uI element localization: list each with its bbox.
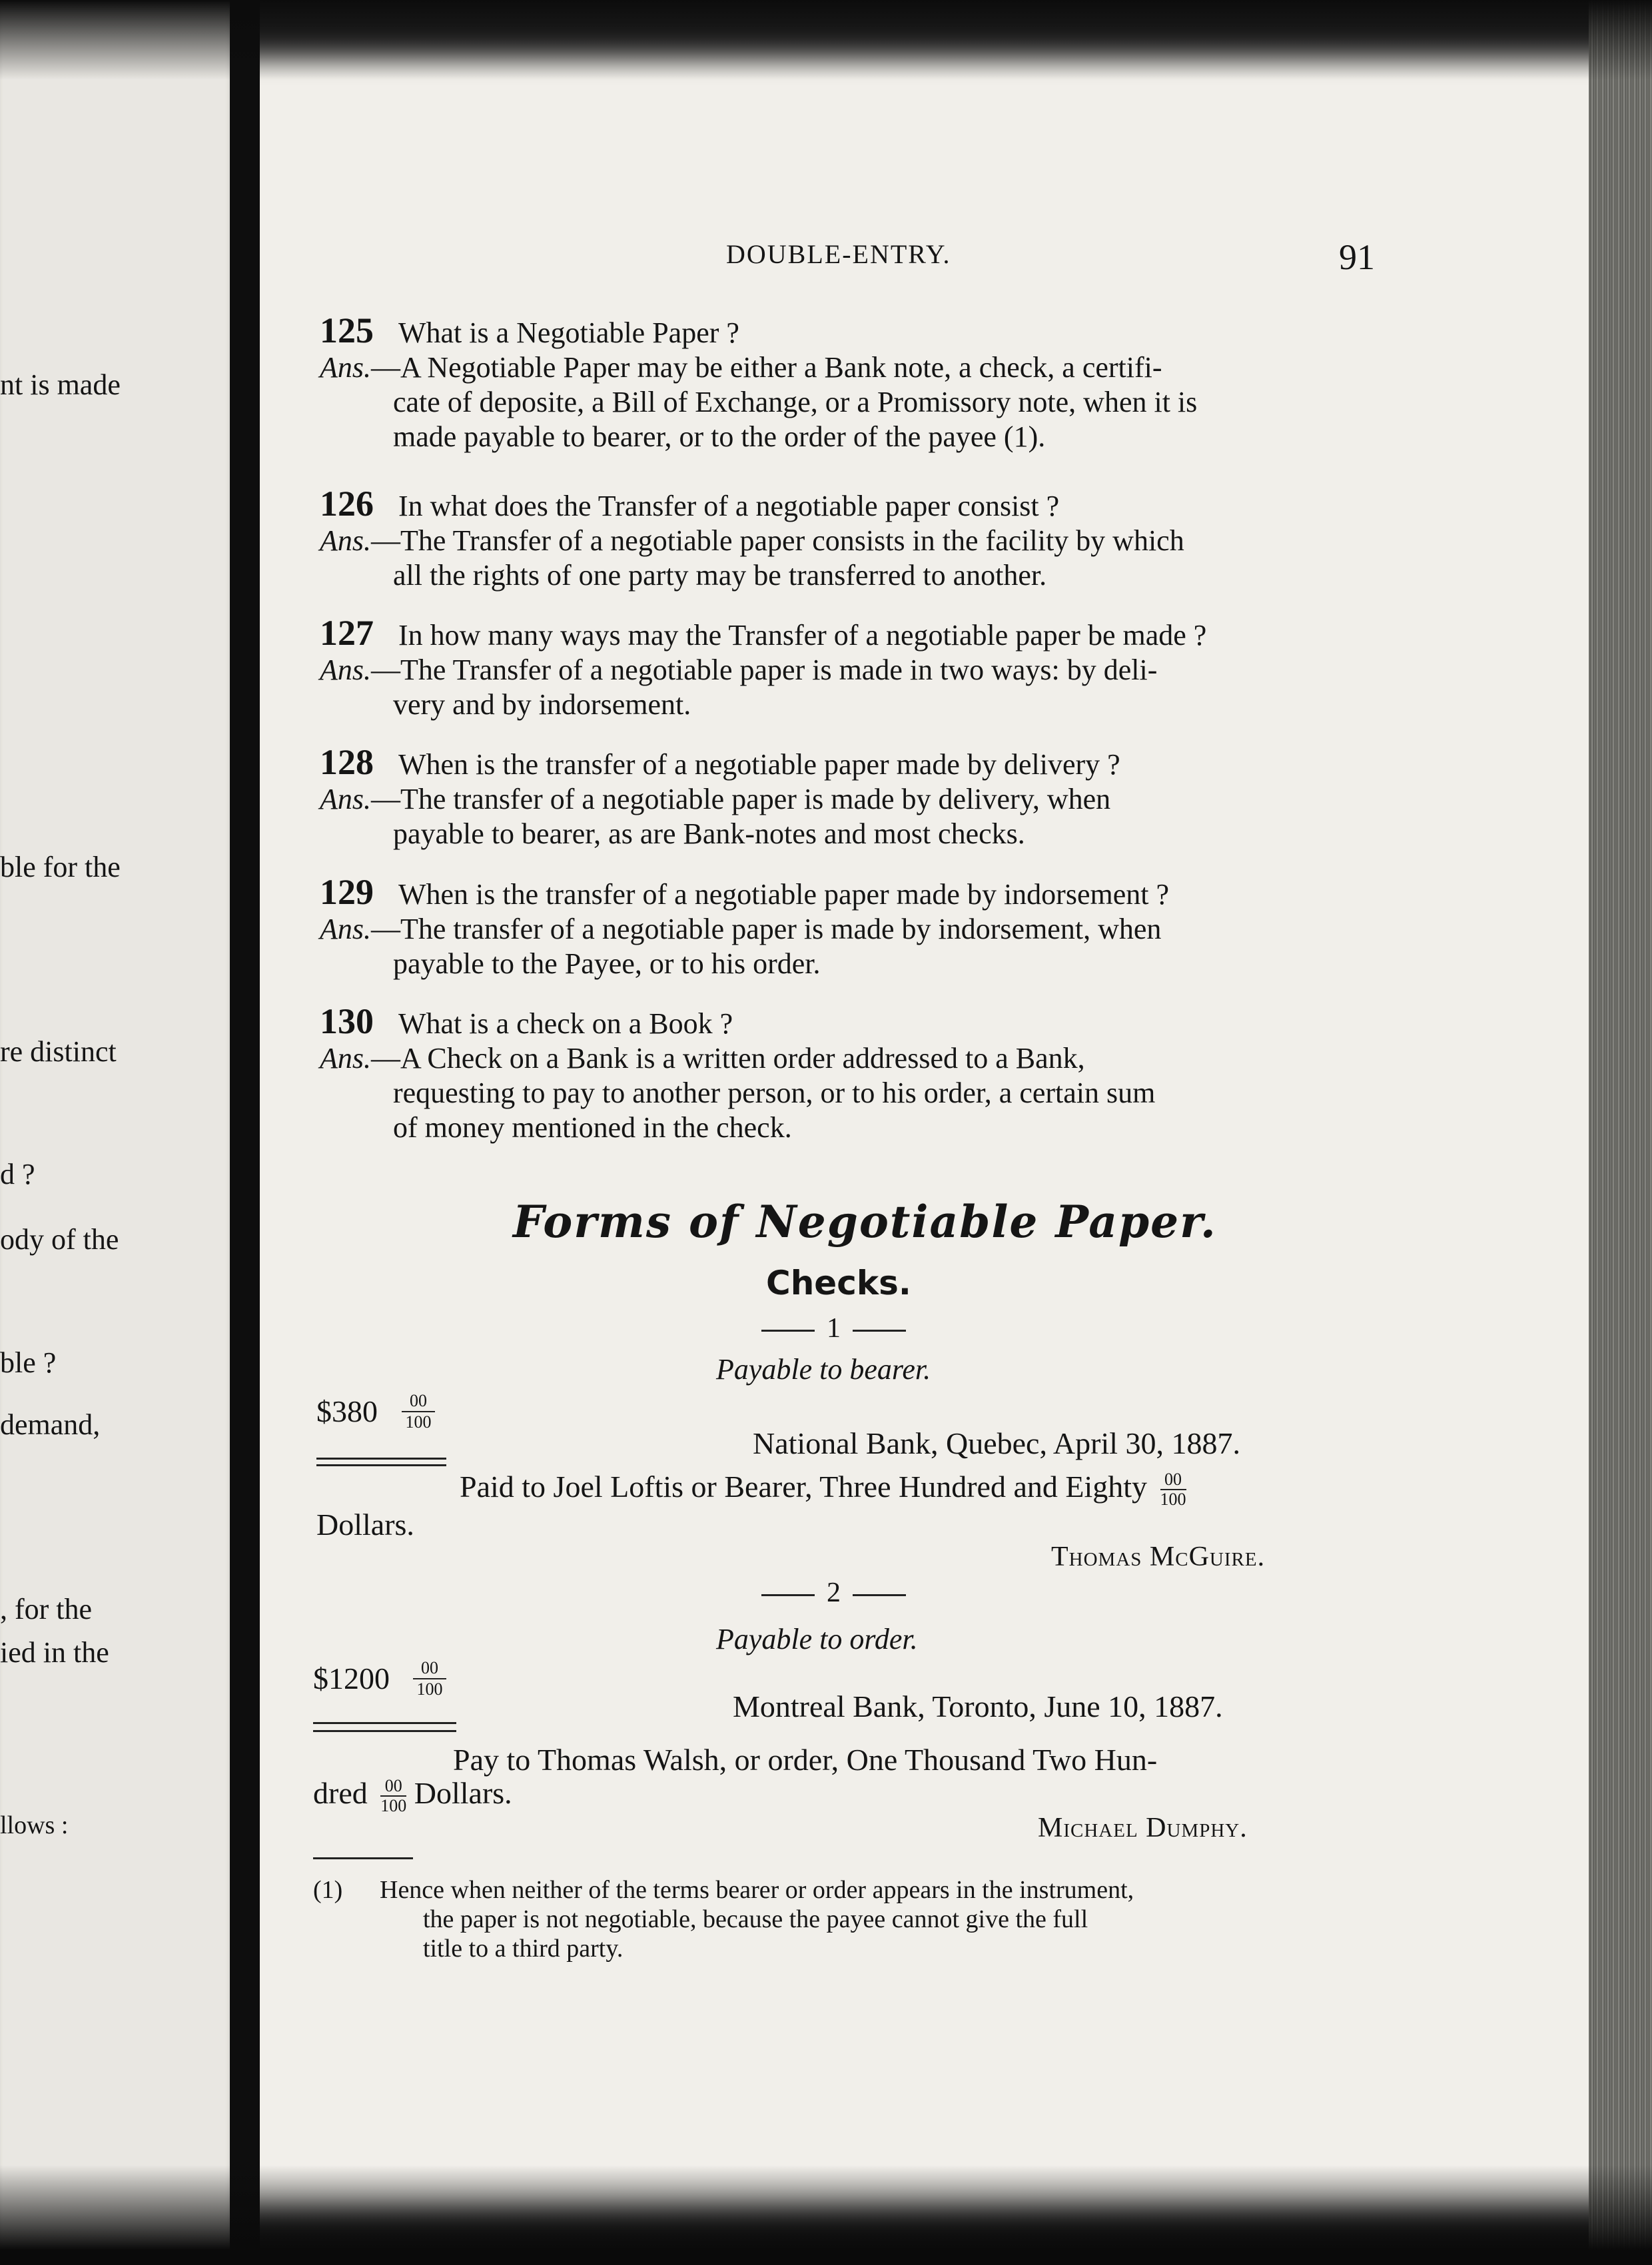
answer-line: cate of deposite, a Bill of Exchange, or a Promissory note, when it is (393, 386, 1198, 418)
check-body-line: dred $\frac{00}{100}$ Dollars. (313, 1776, 512, 1816)
left-fragment: ble ? (0, 1346, 57, 1379)
page-number: 91 (1339, 237, 1375, 277)
left-fragment: ble for the (0, 851, 121, 883)
question (320, 742, 1386, 782)
footnote-line: title to a third party. (423, 1935, 623, 1963)
amount-rule (316, 1458, 446, 1460)
qa-block-129 (320, 872, 1386, 981)
left-fragment: , for the (0, 1593, 93, 1625)
check-number-text: 1 (827, 1313, 841, 1344)
question (320, 310, 1386, 350)
question-text: In what does the Transfer of a negotiable paper consist ? (398, 490, 1060, 522)
footnote-line: Hence when neither of the terms bearer or order appears in the instrument, (380, 1876, 1134, 1904)
answer-line: requesting to pay to another person, or to his order, a certain sum (393, 1077, 1156, 1109)
check-bank-line: National Bank, Quebec, April 30, 1887. (753, 1426, 1241, 1460)
running-head: DOUBLE-ENTRY. (726, 239, 951, 269)
question-number: 126 (320, 484, 374, 524)
question (320, 486, 1386, 524)
left-fragment: demand, (0, 1408, 101, 1441)
body-fraction: $\frac{00}{100}$ (380, 1776, 407, 1816)
question-number: 125 (320, 310, 374, 350)
answer-line: —The transfer of a negotiable paper is made by delivery, when (371, 783, 1111, 815)
answer-line: payable to the Payee, or to his order. (393, 947, 821, 980)
amount-value: $380 (316, 1394, 378, 1428)
left-fragment: ody of the (0, 1223, 119, 1256)
answer-line: of money mentioned in the check. (393, 1111, 792, 1144)
section-title: Forms of Negotiable Paper. (513, 1196, 1217, 1248)
qa-block-125 (320, 310, 1386, 454)
check-number-text: 2 (827, 1578, 841, 1608)
check-number (749, 1312, 918, 1344)
check-type: Payable to bearer. (716, 1353, 931, 1386)
answer-label: Ans. (320, 783, 371, 815)
check-body-line: Pay to Thomas Walsh, or order, One Thousand Two Hun- (453, 1743, 1158, 1777)
bottom-scan-shadow (0, 2165, 1652, 2265)
check-body-line: Paid to Joel Loftis or Bearer, Three Hundred and Eighty $\frac{00}{100}$ (460, 1470, 1186, 1510)
check-type: Payable to order. (716, 1623, 918, 1655)
answer-line: —The transfer of a negotiable paper is made by indorsement, when (371, 913, 1162, 945)
question-text: When is the transfer of a negotiable paper made by indorsement ? (398, 878, 1169, 911)
answer (320, 350, 1386, 385)
question (320, 613, 1386, 653)
answer-line: payable to bearer, as are Bank-notes and most checks. (393, 817, 1025, 850)
footnote-marker: (1) (313, 1876, 343, 1904)
question (320, 872, 1386, 912)
answer (320, 912, 1386, 947)
question-text: In how many ways may the Transfer of a negotiable paper be made ? (398, 619, 1207, 652)
question-text: When is the transfer of a negotiable paper made by delivery ? (398, 748, 1120, 781)
question-number: 127 (320, 613, 374, 653)
answer-label: Ans. (320, 524, 371, 557)
book-gutter (230, 0, 260, 2265)
left-facing-page (0, 0, 236, 2265)
left-fragment: ied in the (0, 1636, 109, 1669)
footnote-line: the paper is not negotiable, because the payee cannot give the full (423, 1905, 1088, 1933)
footnote (313, 1875, 1366, 1963)
amount-rule (316, 1464, 446, 1466)
top-scan-shadow (0, 0, 1652, 80)
answer-line: all the rights of one party may be transferred to another. (393, 559, 1047, 592)
question-text: What is a check on a Book ? (398, 1007, 733, 1040)
amount-fraction: $\frac{00}{100}$ (402, 1391, 435, 1432)
left-fragment: d ? (0, 1158, 35, 1190)
answer-label: Ans. (320, 913, 371, 945)
answer-line: —A Check on a Bank is a written order addressed to a Bank, (371, 1042, 1085, 1075)
amount-rule (313, 1722, 456, 1724)
check-number (749, 1577, 918, 1609)
left-fragment: llows : (0, 1811, 69, 1839)
question-number: 130 (320, 1001, 374, 1041)
check-signature: Thomas McGuire. (1051, 1542, 1266, 1572)
amount-rule (313, 1730, 456, 1732)
answer-label: Ans. (320, 1042, 371, 1075)
amount-fraction: $\frac{00}{100}$ (413, 1658, 446, 1699)
answer (320, 524, 1386, 558)
answer-label: Ans. (320, 351, 371, 384)
footnote-rule (313, 1857, 413, 1859)
check-amount (316, 1391, 432, 1432)
qa-block-130 (320, 1001, 1386, 1145)
subsection-title: Checks. (766, 1264, 911, 1302)
answer-line: —A Negotiable Paper may be either a Bank note, a check, a certifi- (371, 351, 1162, 384)
question-number: 128 (320, 742, 374, 782)
answer-line: —The Transfer of a negotiable paper consists in the facility by which (371, 524, 1184, 557)
body-fraction: $\frac{00}{100}$ (1160, 1470, 1186, 1510)
question-text: What is a Negotiable Paper ? (398, 316, 739, 349)
answer-line: very and by indorsement. (393, 688, 691, 721)
check-body-line: Dollars. (316, 1508, 414, 1542)
question (320, 1001, 1386, 1041)
left-fragment: re distinct (0, 1035, 117, 1068)
qa-block-128 (320, 742, 1386, 851)
answer-label: Ans. (320, 654, 371, 686)
amount-value: $1200 (313, 1661, 390, 1695)
answer (320, 782, 1386, 817)
qa-block-126 (320, 486, 1386, 593)
answer-line: made payable to bearer, or to the order of the payee (1). (393, 420, 1046, 453)
check-amount (313, 1658, 443, 1699)
answer (320, 1041, 1386, 1076)
qa-block-127 (320, 613, 1386, 722)
question-number: 129 (320, 872, 374, 912)
page-edges (1589, 0, 1652, 2265)
answer (320, 653, 1386, 687)
check-signature: Michael Dumphy. (1038, 1813, 1248, 1843)
check-bank-line: Montreal Bank, Toronto, June 10, 1887. (733, 1689, 1223, 1723)
left-fragment: nt is made (0, 368, 121, 401)
answer-line: —The Transfer of a negotiable paper is made in two ways: by deli- (371, 654, 1158, 686)
